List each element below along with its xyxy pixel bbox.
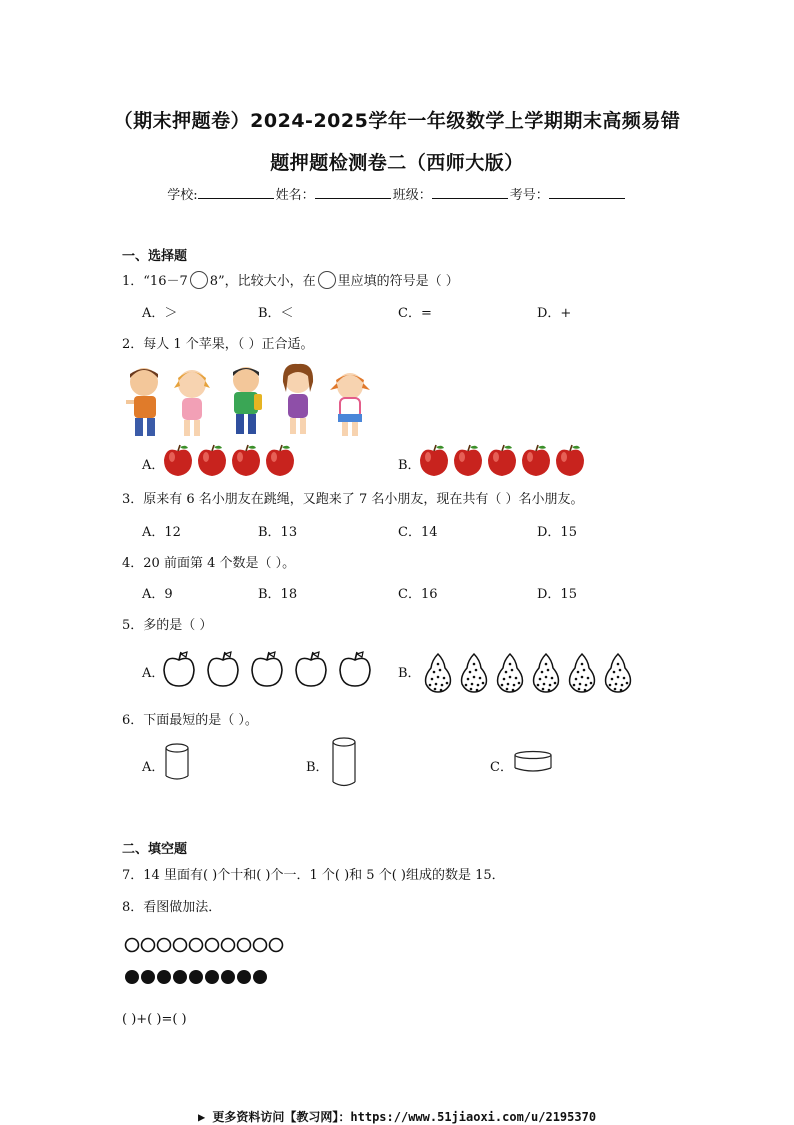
- question-4: 4．20 前面第 4 个数是（ ）。: [122, 556, 296, 571]
- q3-option-a[interactable]: A．12: [142, 525, 181, 540]
- compare-circle: [190, 271, 208, 289]
- question-3: 3．原来有 6 名小朋友在跳绳，又跑来了 7 名小朋友，现在共有（ ）名小朋友。: [122, 492, 584, 507]
- apple-icon: [266, 445, 294, 476]
- q1-option-a[interactable]: A．＞: [142, 306, 178, 321]
- apple-outline-icon: [252, 652, 282, 686]
- cylinder-b-icon: [330, 736, 358, 794]
- q3-option-b[interactable]: B．13: [258, 525, 298, 540]
- q3-option-c[interactable]: C．14: [398, 525, 438, 540]
- hollow-circle: [174, 939, 187, 952]
- filled-circle: [253, 970, 267, 984]
- q1-text-part1: 1．“16－7: [122, 274, 188, 289]
- hollow-circle: [254, 939, 267, 952]
- pear-outline-icon: [534, 654, 559, 692]
- q6-option-c[interactable]: C．: [490, 760, 513, 775]
- question-5: 5．多的是（ ）: [122, 618, 213, 633]
- name-label: 姓名：: [275, 188, 315, 203]
- question-6: 6．下面最短的是（ ）。: [122, 713, 258, 728]
- pear-outline-icon: [426, 654, 451, 692]
- name-blank[interactable]: [315, 186, 391, 199]
- school-blank[interactable]: [198, 186, 274, 199]
- pear-outline-icon: [606, 654, 631, 692]
- question-1: [122, 270, 459, 289]
- school-label: 学校:: [167, 188, 198, 203]
- hollow-circle: [238, 939, 251, 952]
- class-blank[interactable]: [432, 186, 508, 199]
- hollow-circle: [222, 939, 235, 952]
- question-2: 2．每人 1 个苹果，（ ）正合适。: [122, 337, 314, 352]
- apple-icon: [198, 445, 226, 476]
- q3-option-d[interactable]: D．15: [537, 525, 577, 540]
- section-title-choice: 一、选择题: [122, 249, 188, 264]
- filled-circle: [141, 970, 155, 984]
- child-figure: [330, 373, 370, 436]
- children-illustration: [120, 360, 390, 440]
- q1-option-c[interactable]: C．=: [398, 306, 432, 321]
- cylinder-a-icon: [164, 742, 190, 788]
- apple-icon: [164, 445, 192, 476]
- apple-outline-icon: [208, 652, 238, 686]
- hollow-circle: [206, 939, 219, 952]
- child-figure: [126, 368, 158, 436]
- page-title-line2: 题押题检测卷二（西师大版）: [270, 152, 524, 174]
- hollow-circle: [142, 939, 155, 952]
- q5-option-a[interactable]: A．: [142, 666, 165, 681]
- hollow-circle: [190, 939, 203, 952]
- filled-circle: [205, 970, 219, 984]
- filled-circles-row: [124, 968, 284, 992]
- apple-outline-icon: [296, 652, 326, 686]
- q4-option-b[interactable]: B．18: [258, 587, 298, 602]
- q4-option-c[interactable]: C．16: [398, 587, 438, 602]
- hollow-circle: [158, 939, 171, 952]
- q2-option-a[interactable]: A．: [142, 458, 165, 473]
- apple-icon: [488, 445, 516, 476]
- q6-option-b[interactable]: B．: [306, 760, 329, 775]
- filled-circle: [125, 970, 139, 984]
- filled-circle: [189, 970, 203, 984]
- exam-no-blank[interactable]: [549, 186, 625, 199]
- student-info-row: [0, 184, 794, 203]
- q6-option-a[interactable]: A．: [142, 760, 165, 775]
- apple-icon: [454, 445, 482, 476]
- apple-icon: [232, 445, 260, 476]
- page-title-line1: （期末押题卷）2024-2025学年一年级数学上学期期末高频易错: [113, 110, 681, 132]
- q1-text-part2: 8”，比较大小，在: [209, 274, 316, 289]
- q4-option-d[interactable]: D．15: [537, 587, 577, 602]
- q2-apples-b: [418, 444, 593, 482]
- filled-circle: [237, 970, 251, 984]
- q2-option-b[interactable]: B．: [398, 458, 421, 473]
- child-figure: [233, 367, 262, 434]
- exam-no-label: 考号：: [509, 188, 549, 203]
- q5-pear-outlines: [422, 648, 647, 698]
- addition-equation: ( )+( )=( ): [122, 1012, 187, 1027]
- child-figure: [174, 370, 210, 436]
- q2-apples-a: [162, 444, 302, 482]
- filled-circle: [221, 970, 235, 984]
- hollow-circle: [126, 939, 139, 952]
- class-label: 班级：: [392, 188, 432, 203]
- filled-circle: [173, 970, 187, 984]
- pear-outline-icon: [462, 654, 487, 692]
- hollow-circle: [270, 939, 283, 952]
- cylinder-c-icon: [512, 750, 554, 780]
- apple-icon: [522, 445, 550, 476]
- apple-icon: [420, 445, 448, 476]
- q1-option-d[interactable]: D．+: [537, 306, 572, 321]
- compare-circle: [318, 271, 336, 289]
- q5-option-b[interactable]: B．: [398, 666, 421, 681]
- q1-text-part3: 里应填的符号是（ ）: [337, 274, 459, 289]
- question-7: 7．14 里面有( )个十和( )个一．1 个( )和 5 个( )组成的数是 15．: [122, 868, 505, 883]
- q1-option-b[interactable]: B．＜: [258, 306, 294, 321]
- child-figure: [283, 364, 313, 434]
- question-8: 8．看图做加法．: [122, 900, 222, 915]
- apple-outline-icon: [340, 652, 370, 686]
- pear-outline-icon: [498, 654, 523, 692]
- q5-apple-outlines: [162, 648, 382, 694]
- hollow-circles-row: [124, 936, 294, 960]
- apple-icon: [556, 445, 584, 476]
- apple-outline-icon: [164, 652, 194, 686]
- footer-link[interactable]: ▶ 更多资料访问【教习网】：https://www.51jiaoxi.com/u/2195370: [197, 1110, 597, 1124]
- section-title-fill: 二、填空题: [122, 842, 188, 857]
- filled-circle: [157, 970, 171, 984]
- pear-outline-icon: [570, 654, 595, 692]
- q4-option-a[interactable]: A．9: [142, 587, 173, 602]
